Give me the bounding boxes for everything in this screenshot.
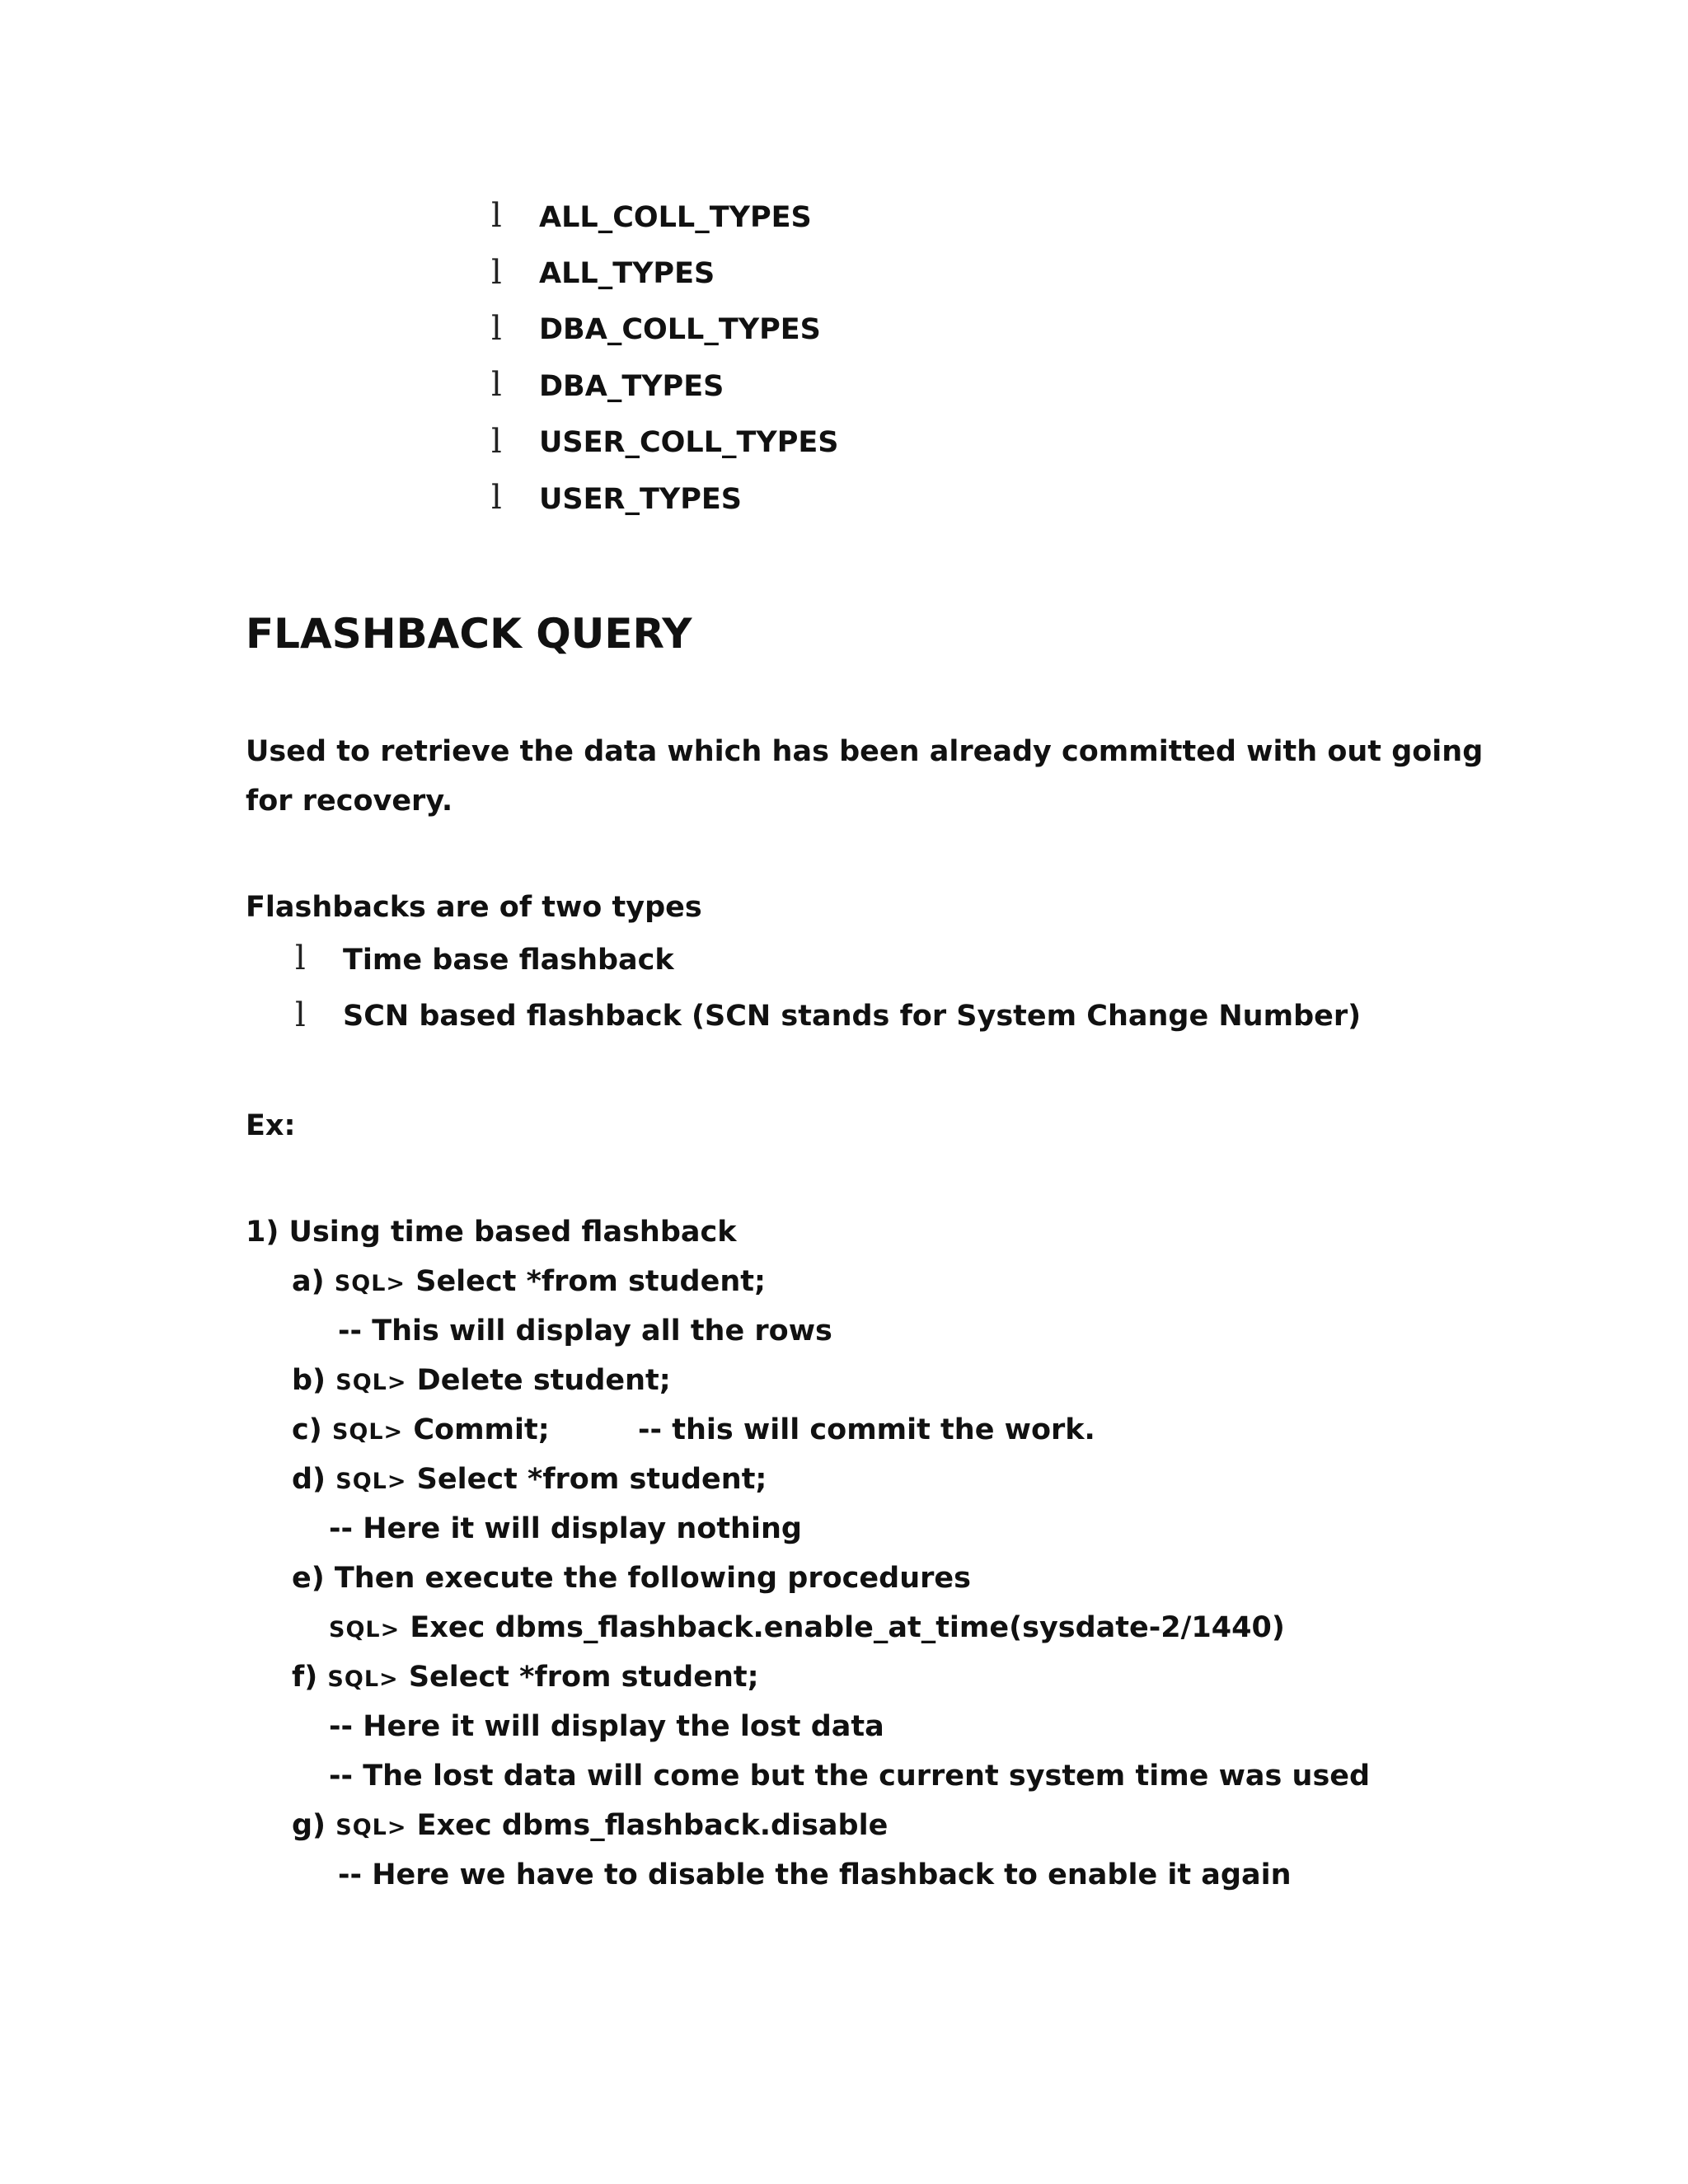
step-label: c) bbox=[292, 1413, 322, 1446]
step-comment: -- The lost data will come but the current system time was used bbox=[329, 1760, 1371, 1793]
step-comment: -- Here we have to disable the flashback to enable it again bbox=[338, 1858, 1292, 1891]
step-label: g) bbox=[292, 1809, 326, 1842]
sql-prompt: SQL> bbox=[329, 1617, 401, 1643]
step-label: f) bbox=[292, 1661, 318, 1694]
bullet-glyph: l bbox=[491, 366, 502, 404]
intro-line: for recovery. bbox=[246, 785, 453, 818]
sql-prompt: SQL> bbox=[327, 1666, 399, 1692]
step-label: b) bbox=[292, 1364, 326, 1397]
bullet-glyph: l bbox=[491, 310, 502, 348]
step-a bbox=[292, 1265, 766, 1298]
bullet-glyph: l bbox=[491, 197, 502, 235]
step-comment: -- This will display all the rows bbox=[338, 1315, 832, 1347]
sql-prompt: SQL> bbox=[331, 1419, 404, 1445]
step-comment: -- this will commit the work. bbox=[638, 1413, 1095, 1446]
bullet-glyph: l bbox=[295, 940, 306, 977]
step-comment: -- Here it will display the lost data bbox=[329, 1710, 884, 1743]
flashback-types-title: Flashbacks are of two types bbox=[246, 891, 702, 924]
intro-line: Used to retrieve the data which has been already committed with out going bbox=[246, 735, 1484, 768]
bullet-glyph: l bbox=[491, 423, 502, 461]
type-item: ALL_TYPES bbox=[539, 257, 715, 290]
step-e-command bbox=[329, 1611, 1285, 1644]
step-label: a) bbox=[292, 1265, 325, 1298]
step-f bbox=[292, 1663, 759, 1692]
type-item: ALL_COLL_TYPES bbox=[539, 201, 812, 234]
type-item: DBA_TYPES bbox=[539, 370, 724, 403]
type-item: DBA_COLL_TYPES bbox=[539, 313, 821, 346]
step-b bbox=[292, 1366, 671, 1395]
step-c bbox=[292, 1413, 550, 1446]
sql-command: Exec dbms_flashback.disable bbox=[416, 1809, 889, 1842]
flashback-type-item: SCN based flashback (SCN stands for System Change Number) bbox=[343, 1000, 1362, 1033]
type-item: USER_COLL_TYPES bbox=[539, 426, 839, 459]
example-label: Ex: bbox=[246, 1109, 296, 1142]
step-comment: -- Here it will display nothing bbox=[329, 1512, 802, 1545]
sql-command: Commit; bbox=[413, 1413, 550, 1446]
sql-command: Exec dbms_flashback.enable_at_time(sysdate-2/1440) bbox=[410, 1611, 1285, 1644]
step-d bbox=[292, 1465, 767, 1494]
step-g bbox=[292, 1811, 888, 1840]
sql-command: Delete student; bbox=[416, 1364, 671, 1397]
step-e-text: e) Then execute the following procedures bbox=[292, 1562, 971, 1595]
flashback-type-item: Time base flashback bbox=[343, 944, 674, 977]
sql-prompt: SQL> bbox=[334, 1271, 406, 1296]
sql-prompt: SQL> bbox=[335, 1815, 407, 1840]
sql-command: Select *from student; bbox=[408, 1661, 759, 1694]
bullet-glyph: l bbox=[491, 479, 502, 517]
bullet-glyph: l bbox=[491, 254, 502, 292]
bullet-glyph: l bbox=[295, 996, 306, 1034]
type-item: USER_TYPES bbox=[539, 483, 742, 516]
step-label: d) bbox=[292, 1463, 326, 1496]
sql-command: Select *from student; bbox=[416, 1463, 767, 1496]
sql-prompt: SQL> bbox=[335, 1469, 407, 1494]
page-heading: FLASHBACK QUERY bbox=[246, 610, 692, 658]
sql-prompt: SQL> bbox=[335, 1370, 407, 1395]
section-title: 1) Using time based flashback bbox=[246, 1216, 737, 1249]
sql-command: Select *from student; bbox=[415, 1265, 766, 1298]
